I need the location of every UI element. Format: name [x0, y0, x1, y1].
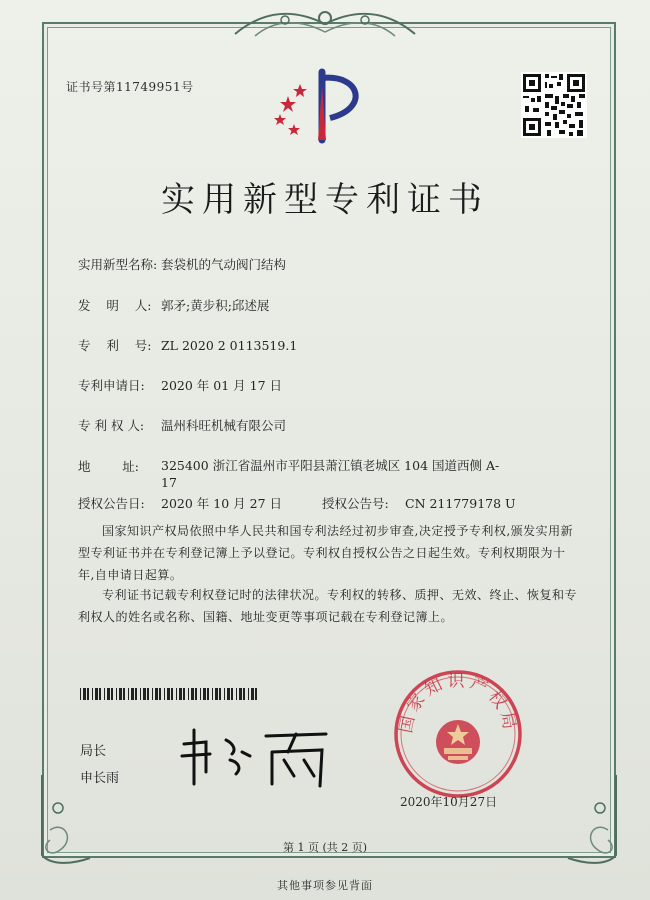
- field-value: 2020 年 10 月 27 日: [161, 496, 282, 511]
- certificate-number: 证书号第11749951号: [66, 80, 194, 94]
- field-value: CN 211779178 U: [405, 496, 516, 511]
- qr-code[interactable]: [521, 72, 587, 138]
- footer-note: 其他事项参见背面: [277, 879, 373, 892]
- field-inventor: [78, 296, 269, 314]
- field-grant-number: [322, 494, 516, 512]
- field-grant-date: [78, 494, 282, 512]
- director-signature: [176, 722, 336, 792]
- page-number: 第 1 页 (共 2 页): [282, 841, 368, 854]
- seal-date: 2020年10月27日: [400, 795, 498, 809]
- field-label: 地 址:: [78, 459, 139, 474]
- director-title: 局长: [80, 744, 107, 759]
- field-label: 专利申请日:: [78, 378, 145, 393]
- field-value: 郭矛;黄步积;邱述展: [161, 298, 270, 313]
- field-value: 套袋机的气动阀门结构: [161, 257, 287, 272]
- field-filing-date: [78, 376, 282, 394]
- field-label: 专 利 权 人:: [78, 418, 145, 433]
- director-name: 申长雨: [80, 771, 120, 786]
- field-label: 授权公告日:: [78, 496, 145, 511]
- field-value: 2020 年 01 月 17 日: [161, 378, 282, 393]
- field-label: 实用新型名称:: [78, 257, 158, 272]
- field-utility-model-name: [78, 255, 286, 273]
- field-address-label-row: [78, 457, 161, 475]
- barcode: [80, 688, 260, 700]
- field-patentee: [78, 416, 286, 434]
- top-ornament: [225, 4, 425, 44]
- field-value: 温州科旺机械有限公司: [161, 418, 287, 433]
- patent-office-logo-icon: [270, 66, 380, 146]
- bottom-right-ornament: [558, 770, 628, 870]
- field-address-value: 325400 浙江省温州市平阳县萧江镇老城区 104 国道西侧 A-17: [161, 458, 500, 490]
- grant-statement-paragraph: 国家知识产权局依照中华人民共和国专利法经过初步审查,决定授予专利权,颁发实用新型专利证书并在专利登记簿上予以登记。专利权自授权公告之日起生效。专利权期限为十年,自申请日起算。: [78, 524, 574, 582]
- field-label: 发 明 人:: [78, 298, 152, 313]
- field-label: 专 利 号:: [78, 338, 152, 353]
- svg-text:国家知识产权局: 国家知识产权局: [396, 671, 520, 735]
- field-patent-number: [78, 336, 297, 354]
- legal-status-paragraph: 专利证书记载专利权登记时的法律状况。专利权的转移、质押、无效、终止、恢复和专利权人的姓名或名称、国籍、地址变更等事项记载在专利登记簿上。: [78, 588, 578, 624]
- official-seal: [392, 668, 524, 800]
- field-value: ZL 2020 2 0113519.1: [161, 338, 298, 353]
- field-label: 授权公告号:: [322, 496, 389, 511]
- certificate-title: 实用新型专利证书: [161, 180, 489, 220]
